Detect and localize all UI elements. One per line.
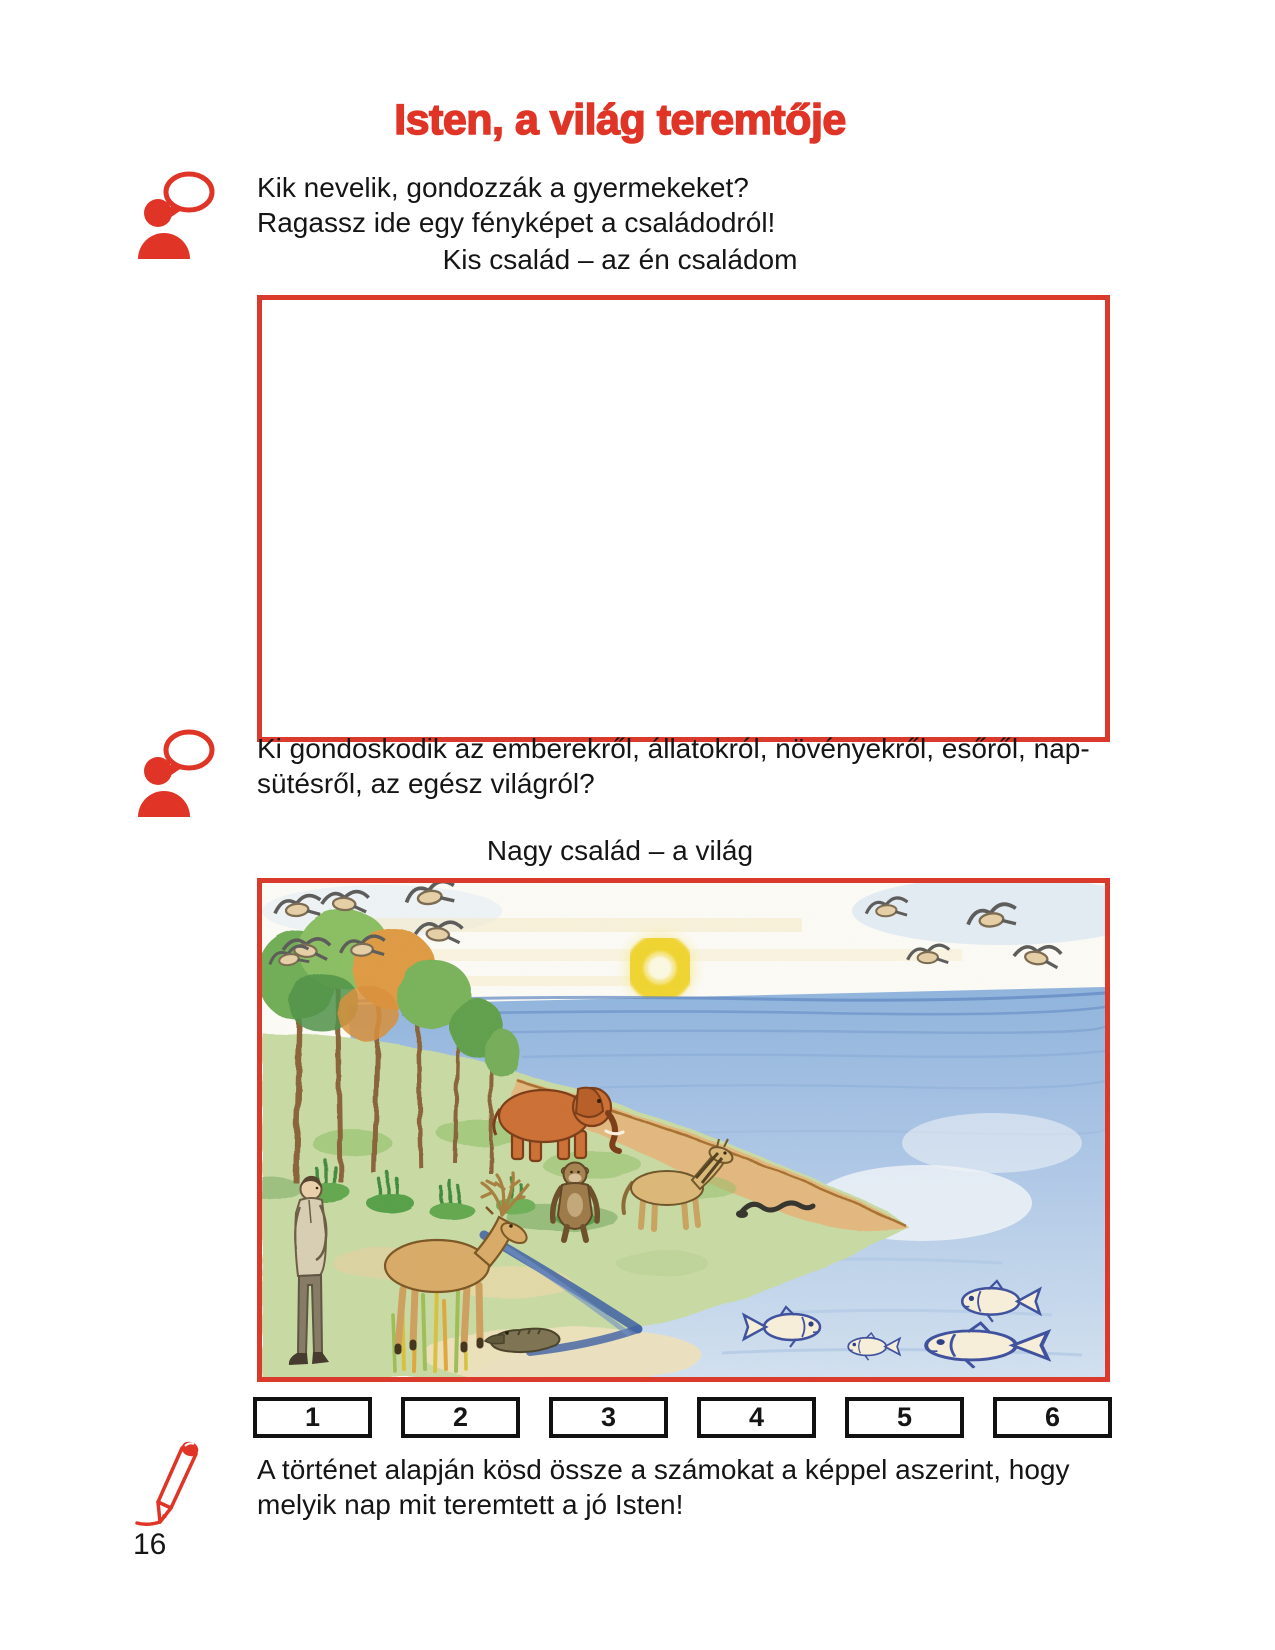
day-box-2[interactable]: 2 — [401, 1397, 520, 1438]
question-2-line2: sütésről, az egész világról? — [257, 768, 595, 799]
day-box-5[interactable]: 5 — [845, 1397, 964, 1438]
creation-scene-illustration — [257, 878, 1110, 1382]
photo-box-caption: Kis család – az én családom — [442, 244, 798, 275]
illustration-caption: Nagy család – a világ — [486, 835, 754, 866]
day-box-6[interactable]: 6 — [993, 1397, 1112, 1438]
task-line2: melyik nap mit teremtett a jó Isten! — [257, 1489, 684, 1520]
day-box-1[interactable]: 1 — [253, 1397, 372, 1438]
question-1 — [257, 170, 775, 240]
page-number: 16 — [133, 1528, 167, 1561]
question-2 — [257, 731, 1090, 801]
photo-paste-box[interactable] — [257, 295, 1110, 742]
task-instruction — [257, 1452, 1069, 1522]
paper-texture — [262, 883, 1105, 1377]
day-box-3[interactable]: 3 — [549, 1397, 668, 1438]
day-number-strip — [253, 1397, 1113, 1438]
day-box-4[interactable]: 4 — [697, 1397, 816, 1438]
question-2-line1: Ki gondoskodik az emberekről, állatokról, növényekről, esőről, nap- — [257, 733, 1090, 764]
task-line1: A történet alapján kösd össze a számokat a képpel aszerint, hogy — [257, 1454, 1070, 1485]
question-1-line2: Ragassz ide egy fényképet a családodról! — [257, 207, 776, 238]
pencil-icon — [133, 1438, 213, 1528]
page-title: Isten, a világ teremtője — [394, 96, 846, 144]
question-1-line1: Kik nevelik, gondozzák a gyermekeket? — [257, 172, 749, 203]
speech-bubble-person-icon — [136, 724, 216, 819]
speech-bubble-person-icon — [136, 166, 216, 261]
